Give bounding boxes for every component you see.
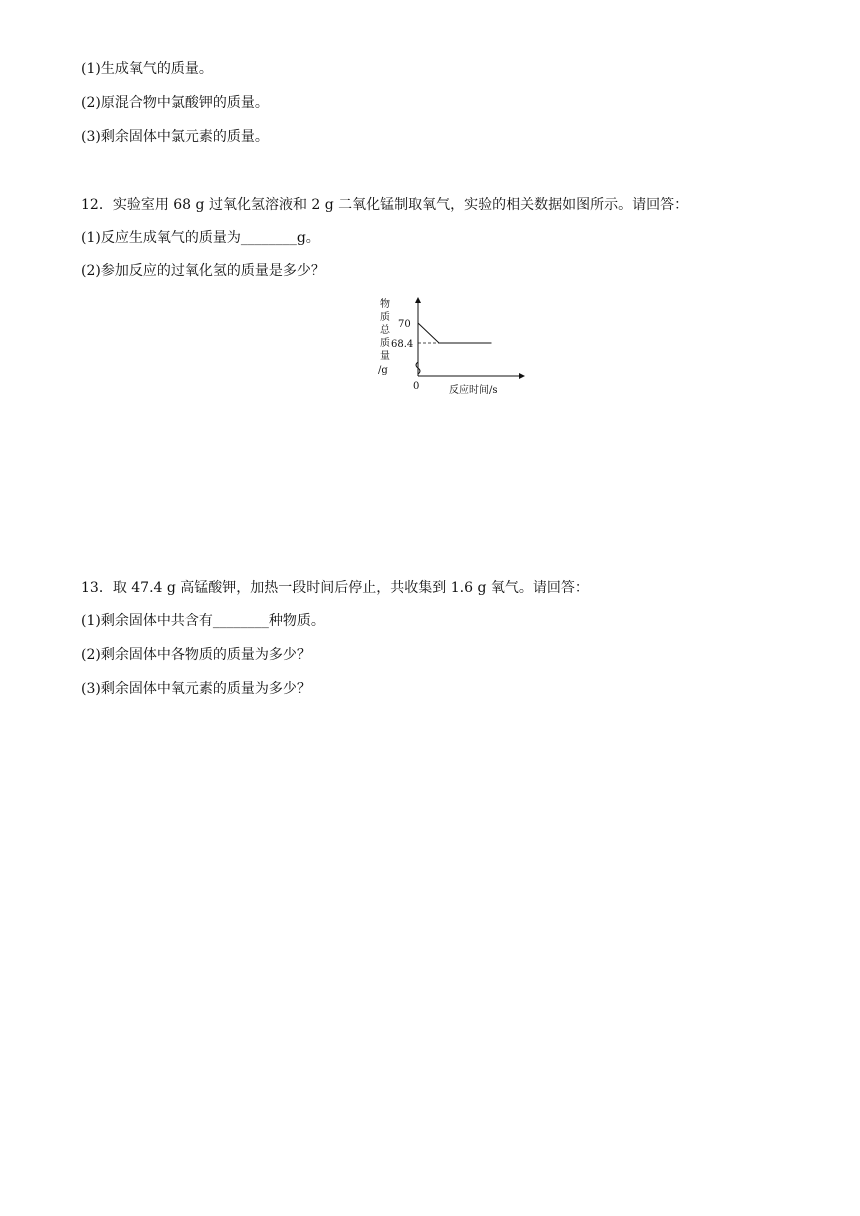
- question-13-part-3: (3)剩余固体中氧元素的质量为多少？: [81, 681, 311, 697]
- question-13-part-1: (1)剩余固体中共含有________种物质。: [81, 613, 325, 629]
- plot-area: [418, 323, 492, 343]
- question-12-part-2: (2)参加反应的过氧化氢的质量是多少？: [81, 263, 325, 279]
- y-tick-label-68-4: 68.4: [391, 339, 414, 350]
- y-label-char: 质: [380, 312, 390, 323]
- y-label-char: 物: [380, 299, 390, 310]
- question-12-stem: 12．实验室用 68 g 过氧化氢溶液和 2 g 二氧化锰制取氧气，实验的相关数据如图所示。请回答：: [81, 197, 689, 213]
- prev-question-part-1: (1)生成氧气的质量。: [81, 61, 213, 77]
- y-label-char: /g: [378, 365, 388, 376]
- mass-time-graph: [376, 296, 526, 400]
- y-axis-label: [378, 297, 391, 376]
- x-axis-label: 反应时间/s: [449, 385, 498, 396]
- prev-question-part-3: (3)剩余固体中氯元素的质量。: [81, 129, 269, 145]
- question-13-stem: 13．取 47.4 g 高锰酸钾，加热一段时间后停止，共收集到 1.6 g 氧气。请回答：: [81, 580, 589, 596]
- y-label-char: 量: [380, 351, 390, 362]
- mass-curve: [418, 323, 492, 343]
- question-13-part-2: (2)剩余固体中各物质的质量为多少？: [81, 647, 311, 663]
- y-label-char: 总: [380, 325, 390, 336]
- origin-label: 0: [413, 381, 420, 392]
- y-tick-label-70: 70: [398, 319, 411, 330]
- prev-question-part-2: (2)原混合物中氯酸钾的质量。: [81, 95, 269, 111]
- y-label-char: 质: [380, 338, 390, 349]
- question-12-part-1: (1)反应生成氧气的质量为________g。: [81, 230, 320, 246]
